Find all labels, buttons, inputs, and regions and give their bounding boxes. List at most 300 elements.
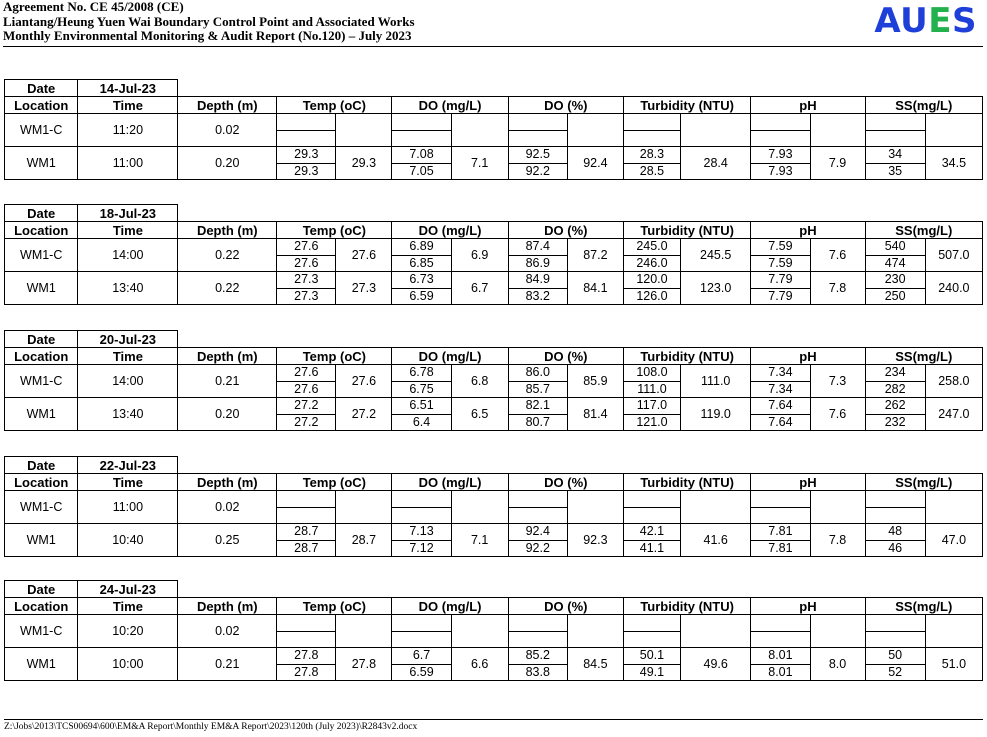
date-label: Date bbox=[5, 205, 78, 222]
date-row-spacer bbox=[178, 80, 983, 97]
turbidity-reading-1 bbox=[623, 615, 680, 632]
do-mgl-reading-2: 6.59 bbox=[392, 288, 451, 305]
ph-reading-1: 7.34 bbox=[751, 365, 810, 382]
ss-reading-2: 232 bbox=[865, 414, 925, 431]
date-row bbox=[5, 80, 983, 97]
column-header: Time bbox=[78, 474, 178, 491]
column-header: DO (%) bbox=[508, 97, 623, 114]
turbidity-average bbox=[681, 615, 751, 648]
depth-cell: 0.25 bbox=[178, 524, 277, 557]
do-mgl-average: 6.9 bbox=[451, 239, 508, 272]
temp-reading-1 bbox=[277, 615, 336, 632]
time-cell: 13:40 bbox=[78, 272, 178, 305]
turbidity-reading-1: 28.3 bbox=[623, 147, 680, 164]
depth-cell: 0.02 bbox=[178, 491, 277, 524]
turbidity-reading-2 bbox=[623, 507, 680, 524]
temp-reading-2: 27.6 bbox=[277, 255, 336, 272]
do-mgl-reading-2 bbox=[392, 631, 451, 648]
time-cell: 10:40 bbox=[78, 524, 178, 557]
time-cell: 11:00 bbox=[78, 147, 178, 180]
column-header: Location bbox=[5, 222, 78, 239]
do-mgl-reading-1: 6.51 bbox=[392, 398, 451, 415]
ss-reading-2: 250 bbox=[865, 288, 925, 305]
ss-average bbox=[925, 615, 982, 648]
column-header: DO (%) bbox=[508, 598, 623, 615]
ss-reading-1: 230 bbox=[865, 272, 925, 289]
date-value: 20-Jul-23 bbox=[78, 331, 178, 348]
logo-letter-a: A bbox=[874, 1, 901, 41]
temp-average bbox=[336, 114, 392, 147]
ss-average: 51.0 bbox=[925, 648, 982, 681]
ss-average: 47.0 bbox=[925, 524, 982, 557]
column-header: Depth (m) bbox=[178, 598, 277, 615]
data-row bbox=[5, 365, 983, 382]
turbidity-average: 119.0 bbox=[681, 398, 751, 431]
column-header-row bbox=[5, 598, 983, 615]
ss-average bbox=[925, 491, 982, 524]
column-header: Turbidity (NTU) bbox=[623, 474, 750, 491]
do-mgl-reading-2: 6.59 bbox=[392, 664, 451, 681]
date-row-spacer bbox=[178, 205, 983, 222]
date-value: 14-Jul-23 bbox=[78, 80, 178, 97]
do-percent-average: 92.3 bbox=[567, 524, 623, 557]
date-row-spacer bbox=[178, 457, 983, 474]
ph-reading-1: 7.59 bbox=[751, 239, 810, 256]
project-title: Liantang/Heung Yuen Wai Boundary Control Point and Associated Works bbox=[3, 13, 415, 29]
turbidity-reading-1: 117.0 bbox=[623, 398, 680, 415]
temp-average: 27.2 bbox=[336, 398, 392, 431]
do-mgl-reading-1: 7.13 bbox=[392, 524, 451, 541]
do-percent-reading-1: 85.2 bbox=[508, 648, 567, 665]
column-header: DO (%) bbox=[508, 222, 623, 239]
depth-cell: 0.02 bbox=[178, 114, 277, 147]
column-header: Turbidity (NTU) bbox=[623, 97, 750, 114]
turbidity-reading-1: 245.0 bbox=[623, 239, 680, 256]
column-header: pH bbox=[751, 348, 865, 365]
time-cell: 10:00 bbox=[78, 648, 178, 681]
monitoring-table bbox=[4, 580, 983, 681]
date-row-spacer bbox=[178, 581, 983, 598]
turbidity-reading-2: 121.0 bbox=[623, 414, 680, 431]
do-percent-reading-2: 80.7 bbox=[508, 414, 567, 431]
do-percent-reading-2: 86.9 bbox=[508, 255, 567, 272]
ss-reading-2: 474 bbox=[865, 255, 925, 272]
column-header: Temp (oC) bbox=[277, 598, 392, 615]
ss-average: 258.0 bbox=[925, 365, 982, 398]
ss-reading-1 bbox=[865, 491, 925, 508]
do-percent-average: 92.4 bbox=[567, 147, 623, 180]
do-mgl-reading-2: 7.05 bbox=[392, 163, 451, 180]
ss-reading-2 bbox=[865, 507, 925, 524]
turbidity-reading-2: 246.0 bbox=[623, 255, 680, 272]
data-row bbox=[5, 524, 983, 541]
monitoring-table bbox=[4, 330, 983, 431]
ss-reading-1: 48 bbox=[865, 524, 925, 541]
do-mgl-reading-2: 6.75 bbox=[392, 381, 451, 398]
do-percent-reading-2: 92.2 bbox=[508, 540, 567, 557]
do-mgl-average bbox=[451, 615, 508, 648]
do-percent-average bbox=[567, 491, 623, 524]
column-header: SS(mg/L) bbox=[865, 97, 982, 114]
do-percent-reading-1: 92.4 bbox=[508, 524, 567, 541]
ph-average bbox=[810, 114, 865, 147]
column-header: DO (mg/L) bbox=[392, 222, 508, 239]
ph-reading-1: 8.01 bbox=[751, 648, 810, 665]
ph-reading-2: 7.93 bbox=[751, 163, 810, 180]
ph-reading-2: 8.01 bbox=[751, 664, 810, 681]
turbidity-average bbox=[681, 491, 751, 524]
do-mgl-reading-2: 7.12 bbox=[392, 540, 451, 557]
do-mgl-average: 6.5 bbox=[451, 398, 508, 431]
do-percent-reading-1 bbox=[508, 114, 567, 131]
turbidity-reading-1: 108.0 bbox=[623, 365, 680, 382]
data-row bbox=[5, 615, 983, 632]
do-mgl-average: 7.1 bbox=[451, 147, 508, 180]
column-header: pH bbox=[751, 598, 865, 615]
data-row bbox=[5, 491, 983, 508]
column-header: pH bbox=[751, 97, 865, 114]
temp-average: 27.6 bbox=[336, 365, 392, 398]
data-row bbox=[5, 239, 983, 256]
turbidity-reading-2: 126.0 bbox=[623, 288, 680, 305]
do-percent-reading-1 bbox=[508, 615, 567, 632]
turbidity-average: 111.0 bbox=[681, 365, 751, 398]
do-mgl-reading-1 bbox=[392, 615, 451, 632]
do-percent-reading-1 bbox=[508, 491, 567, 508]
column-header-row bbox=[5, 474, 983, 491]
column-header: DO (%) bbox=[508, 348, 623, 365]
do-percent-reading-1: 87.4 bbox=[508, 239, 567, 256]
depth-cell: 0.22 bbox=[178, 272, 277, 305]
time-cell: 10:20 bbox=[78, 615, 178, 648]
temp-reading-2: 27.6 bbox=[277, 381, 336, 398]
date-label: Date bbox=[5, 457, 78, 474]
turbidity-average: 245.5 bbox=[681, 239, 751, 272]
turbidity-average: 28.4 bbox=[681, 147, 751, 180]
do-percent-reading-2 bbox=[508, 507, 567, 524]
do-percent-reading-1: 84.9 bbox=[508, 272, 567, 289]
time-cell: 14:00 bbox=[78, 365, 178, 398]
do-mgl-reading-2: 6.4 bbox=[392, 414, 451, 431]
turbidity-reading-2: 28.5 bbox=[623, 163, 680, 180]
location-cell: WM1 bbox=[5, 398, 78, 431]
turbidity-reading-1: 120.0 bbox=[623, 272, 680, 289]
do-percent-average: 81.4 bbox=[567, 398, 623, 431]
do-mgl-reading-1 bbox=[392, 114, 451, 131]
temp-reading-2 bbox=[277, 631, 336, 648]
turbidity-average: 49.6 bbox=[681, 648, 751, 681]
do-mgl-average bbox=[451, 491, 508, 524]
temp-reading-2: 27.8 bbox=[277, 664, 336, 681]
logo-letter-s: S bbox=[952, 1, 977, 41]
ss-reading-1: 50 bbox=[865, 648, 925, 665]
do-percent-average: 85.9 bbox=[567, 365, 623, 398]
ss-average: 240.0 bbox=[925, 272, 982, 305]
do-mgl-reading-2 bbox=[392, 507, 451, 524]
column-header-row bbox=[5, 348, 983, 365]
temp-average bbox=[336, 615, 392, 648]
date-label: Date bbox=[5, 331, 78, 348]
temp-reading-2: 28.7 bbox=[277, 540, 336, 557]
column-header: Temp (oC) bbox=[277, 348, 392, 365]
ph-reading-1 bbox=[751, 114, 810, 131]
time-cell: 13:40 bbox=[78, 398, 178, 431]
do-mgl-reading-1: 6.7 bbox=[392, 648, 451, 665]
monitoring-table bbox=[4, 79, 983, 180]
column-header: Time bbox=[78, 222, 178, 239]
column-header: SS(mg/L) bbox=[865, 348, 982, 365]
temp-average: 29.3 bbox=[336, 147, 392, 180]
column-header: Depth (m) bbox=[178, 348, 277, 365]
column-header: DO (%) bbox=[508, 474, 623, 491]
ph-average: 7.8 bbox=[810, 272, 865, 305]
location-cell: WM1-C bbox=[5, 615, 78, 648]
ss-reading-2: 52 bbox=[865, 664, 925, 681]
ss-average bbox=[925, 114, 982, 147]
report-title: Monthly Environmental Monitoring & Audit Report (No.120) – July 2023 bbox=[3, 28, 412, 43]
date-row bbox=[5, 457, 983, 474]
do-mgl-reading-2: 6.85 bbox=[392, 255, 451, 272]
turbidity-reading-2 bbox=[623, 631, 680, 648]
ph-reading-1: 7.81 bbox=[751, 524, 810, 541]
ss-reading-2: 46 bbox=[865, 540, 925, 557]
aues-logo bbox=[874, 2, 977, 40]
column-header: SS(mg/L) bbox=[865, 598, 982, 615]
temp-average: 28.7 bbox=[336, 524, 392, 557]
ss-reading-2 bbox=[865, 631, 925, 648]
location-cell: WM1-C bbox=[5, 239, 78, 272]
column-header: DO (mg/L) bbox=[392, 97, 508, 114]
column-header: SS(mg/L) bbox=[865, 222, 982, 239]
do-percent-reading-1: 92.5 bbox=[508, 147, 567, 164]
turbidity-average bbox=[681, 114, 751, 147]
date-row bbox=[5, 331, 983, 348]
ph-reading-2: 7.81 bbox=[751, 540, 810, 557]
column-header: pH bbox=[751, 222, 865, 239]
temp-reading-1 bbox=[277, 114, 336, 131]
ph-average bbox=[810, 615, 865, 648]
column-header: Time bbox=[78, 598, 178, 615]
temp-reading-2 bbox=[277, 507, 336, 524]
ph-reading-1 bbox=[751, 615, 810, 632]
do-percent-average: 84.5 bbox=[567, 648, 623, 681]
column-header: Temp (oC) bbox=[277, 474, 392, 491]
date-value: 18-Jul-23 bbox=[78, 205, 178, 222]
date-label: Date bbox=[5, 581, 78, 598]
temp-reading-1: 27.8 bbox=[277, 648, 336, 665]
turbidity-average: 41.6 bbox=[681, 524, 751, 557]
turbidity-reading-2: 41.1 bbox=[623, 540, 680, 557]
column-header: DO (mg/L) bbox=[392, 348, 508, 365]
do-percent-reading-2: 92.2 bbox=[508, 163, 567, 180]
temp-reading-2: 29.3 bbox=[277, 163, 336, 180]
temp-average: 27.6 bbox=[336, 239, 392, 272]
data-row bbox=[5, 147, 983, 164]
location-cell: WM1 bbox=[5, 147, 78, 180]
ph-average: 7.9 bbox=[810, 147, 865, 180]
date-row bbox=[5, 581, 983, 598]
column-header: pH bbox=[751, 474, 865, 491]
ph-reading-2: 7.59 bbox=[751, 255, 810, 272]
do-percent-reading-2: 83.2 bbox=[508, 288, 567, 305]
ph-reading-2 bbox=[751, 631, 810, 648]
time-cell: 11:00 bbox=[78, 491, 178, 524]
turbidity-reading-1 bbox=[623, 114, 680, 131]
location-cell: WM1 bbox=[5, 524, 78, 557]
date-row bbox=[5, 205, 983, 222]
column-header: Depth (m) bbox=[178, 222, 277, 239]
ph-reading-2: 7.34 bbox=[751, 381, 810, 398]
location-cell: WM1-C bbox=[5, 491, 78, 524]
time-cell: 11:20 bbox=[78, 114, 178, 147]
turbidity-reading-2: 111.0 bbox=[623, 381, 680, 398]
temp-reading-2 bbox=[277, 130, 336, 147]
depth-cell: 0.21 bbox=[178, 365, 277, 398]
temp-average: 27.3 bbox=[336, 272, 392, 305]
do-mgl-reading-1 bbox=[392, 491, 451, 508]
ph-reading-2 bbox=[751, 130, 810, 147]
ss-average: 34.5 bbox=[925, 147, 982, 180]
do-mgl-average: 7.1 bbox=[451, 524, 508, 557]
column-header-row bbox=[5, 222, 983, 239]
column-header: Time bbox=[78, 97, 178, 114]
date-value: 22-Jul-23 bbox=[78, 457, 178, 474]
depth-cell: 0.20 bbox=[178, 147, 277, 180]
ph-reading-2: 7.64 bbox=[751, 414, 810, 431]
location-cell: WM1-C bbox=[5, 114, 78, 147]
column-header: Turbidity (NTU) bbox=[623, 222, 750, 239]
ss-reading-1: 262 bbox=[865, 398, 925, 415]
do-mgl-average bbox=[451, 114, 508, 147]
do-mgl-average: 6.8 bbox=[451, 365, 508, 398]
ph-average: 7.6 bbox=[810, 239, 865, 272]
date-label: Date bbox=[5, 80, 78, 97]
do-percent-average bbox=[567, 114, 623, 147]
turbidity-reading-1 bbox=[623, 491, 680, 508]
column-header: SS(mg/L) bbox=[865, 474, 982, 491]
ph-reading-1: 7.64 bbox=[751, 398, 810, 415]
turbidity-reading-1: 42.1 bbox=[623, 524, 680, 541]
column-header: Turbidity (NTU) bbox=[623, 348, 750, 365]
column-header: Turbidity (NTU) bbox=[623, 598, 750, 615]
depth-cell: 0.02 bbox=[178, 615, 277, 648]
turbidity-reading-2 bbox=[623, 130, 680, 147]
do-percent-average: 84.1 bbox=[567, 272, 623, 305]
ph-average: 7.3 bbox=[810, 365, 865, 398]
data-row bbox=[5, 398, 983, 415]
ss-reading-1: 34 bbox=[865, 147, 925, 164]
ph-average: 7.8 bbox=[810, 524, 865, 557]
report-header bbox=[3, 0, 983, 47]
location-cell: WM1-C bbox=[5, 365, 78, 398]
ph-reading-2 bbox=[751, 507, 810, 524]
monitoring-table bbox=[4, 204, 983, 305]
depth-cell: 0.21 bbox=[178, 648, 277, 681]
ph-average: 8.0 bbox=[810, 648, 865, 681]
logo-letter-e: E bbox=[928, 1, 952, 41]
ss-reading-1 bbox=[865, 114, 925, 131]
agreement-number: Agreement No. CE 45/2008 (CE) bbox=[3, 0, 184, 14]
location-cell: WM1 bbox=[5, 272, 78, 305]
temp-average: 27.8 bbox=[336, 648, 392, 681]
do-percent-reading-1: 86.0 bbox=[508, 365, 567, 382]
data-row bbox=[5, 272, 983, 289]
column-header: Location bbox=[5, 474, 78, 491]
do-mgl-reading-1: 7.08 bbox=[392, 147, 451, 164]
turbidity-reading-1: 50.1 bbox=[623, 648, 680, 665]
temp-average bbox=[336, 491, 392, 524]
column-header: Location bbox=[5, 598, 78, 615]
temp-reading-1: 27.2 bbox=[277, 398, 336, 415]
do-percent-reading-2 bbox=[508, 631, 567, 648]
temp-reading-1: 29.3 bbox=[277, 147, 336, 164]
file-path-footer: Z:\Jobs\2013\TCS00694\600\EM&A Report\Monthly EM&A Report\2023\120th (July 2023)\R2843v2.docx bbox=[4, 719, 983, 732]
data-row bbox=[5, 114, 983, 131]
do-mgl-average: 6.7 bbox=[451, 272, 508, 305]
ph-reading-2: 7.79 bbox=[751, 288, 810, 305]
do-percent-reading-2: 83.8 bbox=[508, 664, 567, 681]
column-header: Location bbox=[5, 97, 78, 114]
column-header: Time bbox=[78, 348, 178, 365]
temp-reading-2: 27.2 bbox=[277, 414, 336, 431]
time-cell: 14:00 bbox=[78, 239, 178, 272]
do-mgl-reading-1: 6.89 bbox=[392, 239, 451, 256]
column-header: DO (mg/L) bbox=[392, 598, 508, 615]
column-header: Depth (m) bbox=[178, 474, 277, 491]
ss-average: 247.0 bbox=[925, 398, 982, 431]
ph-reading-1: 7.93 bbox=[751, 147, 810, 164]
data-row bbox=[5, 648, 983, 665]
temp-reading-1: 27.6 bbox=[277, 365, 336, 382]
ss-reading-1 bbox=[865, 615, 925, 632]
ph-reading-1 bbox=[751, 491, 810, 508]
temp-reading-1: 27.3 bbox=[277, 272, 336, 289]
ph-reading-1: 7.79 bbox=[751, 272, 810, 289]
monitoring-table bbox=[4, 456, 983, 557]
turbidity-average: 123.0 bbox=[681, 272, 751, 305]
do-percent-reading-2 bbox=[508, 130, 567, 147]
ss-reading-1: 540 bbox=[865, 239, 925, 256]
do-mgl-reading-1: 6.78 bbox=[392, 365, 451, 382]
temp-reading-1 bbox=[277, 491, 336, 508]
do-percent-reading-1: 82.1 bbox=[508, 398, 567, 415]
ss-reading-1: 234 bbox=[865, 365, 925, 382]
ph-average bbox=[810, 491, 865, 524]
ss-reading-2: 35 bbox=[865, 163, 925, 180]
temp-reading-2: 27.3 bbox=[277, 288, 336, 305]
do-percent-average bbox=[567, 615, 623, 648]
temp-reading-1: 27.6 bbox=[277, 239, 336, 256]
location-cell: WM1 bbox=[5, 648, 78, 681]
do-mgl-reading-1: 6.73 bbox=[392, 272, 451, 289]
do-mgl-reading-2 bbox=[392, 130, 451, 147]
column-header: Temp (oC) bbox=[277, 97, 392, 114]
column-header: DO (mg/L) bbox=[392, 474, 508, 491]
temp-reading-1: 28.7 bbox=[277, 524, 336, 541]
do-percent-average: 87.2 bbox=[567, 239, 623, 272]
do-percent-reading-2: 85.7 bbox=[508, 381, 567, 398]
turbidity-reading-2: 49.1 bbox=[623, 664, 680, 681]
do-mgl-average: 6.6 bbox=[451, 648, 508, 681]
column-header: Temp (oC) bbox=[277, 222, 392, 239]
depth-cell: 0.22 bbox=[178, 239, 277, 272]
logo-letter-u: U bbox=[900, 1, 929, 41]
column-header-row bbox=[5, 97, 983, 114]
depth-cell: 0.20 bbox=[178, 398, 277, 431]
date-row-spacer bbox=[178, 331, 983, 348]
column-header: Depth (m) bbox=[178, 97, 277, 114]
column-header: Location bbox=[5, 348, 78, 365]
